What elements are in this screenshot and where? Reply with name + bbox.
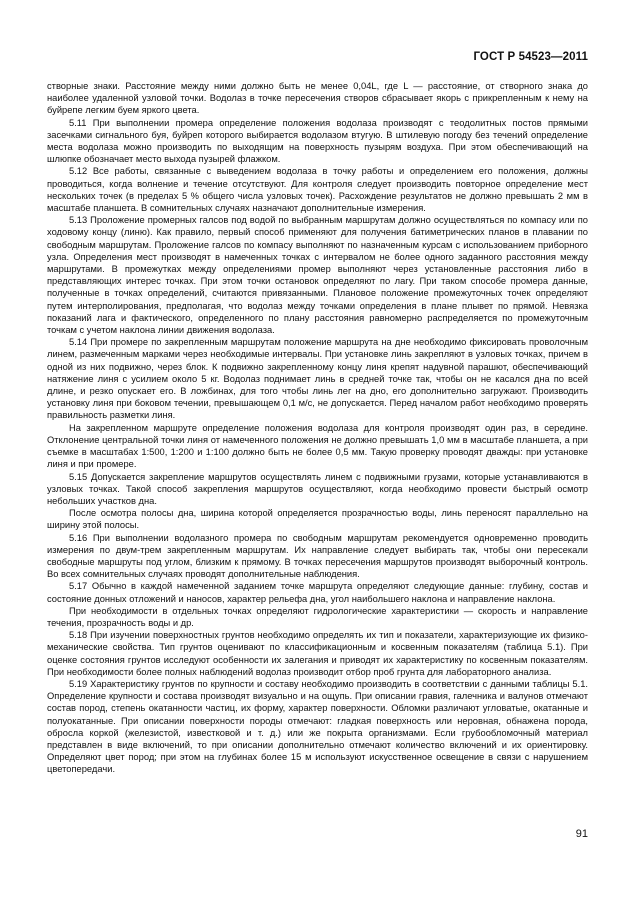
paragraph-5-18: 5.18 При изучении поверхностных грунтов необходимо определять их тип и показатели, характеризующие их физико-механические свойства. Тип грунтов оценивают по классификационным и косвенным показателям (таблица 5.1). При оценке состояния грунтов исследуют особенности их залегания и приводят их характеристику по косвенным показателям. При необходимости более полных наблюдений водолаз производит отбор проб грунта для лабораторного анализа. — [47, 630, 588, 677]
paragraph-5-14: 5.14 При промере по закрепленным маршрутам положение маршрута на дне необходимо фиксировать проволочным линем, размеченным марками через необходимые интервалы. При установке линь закрепляют в узловых точках, причем в одной из них подвижно, через блок. К подвижно закрепленному концу линя крепят надувной парашют, обеспечивающий натяжение линя с усилием около 5 кг. Водолаз поднимает линь в средней точке так, чтобы он не касался дна по всей длине, и резко опускает его. В ложбинах, для того чтобы линь лег на дно, его дополнительно загружают. Производить установку линя при боковом течении, превышающем 0,1 м/с, не допускается. Перед началом работ необходимо проверять правильность разметки линя. — [47, 337, 588, 421]
paragraph-5-12: 5.12 Все работы, связанные с выведением водолаза в точку работы и определением его положения, должны проводиться, когда волнение и течение отсутствуют. Для контроля следует производить повторное определение мест нескольких точек (в пределах 5 % общего числа узловых точек). Расхождение результатов не должно превышать 2 мм в масштабе планшета. В сомнительных случаях назначают дополнительные измерения. — [47, 166, 588, 214]
paragraph-5-11: 5.11 При выполнении промера определение положения водолаза производят с теодолитных постов прямыми засечками сигнального буя, буйреп которого выбирается водолазом втугую. В штилевую погоду без течений определение места водолаза можно производить по выходящим на поверхность пузырям воздуха. При этом обеспечивающий на шлюпке обозначает место выхода пузырей флажком. — [47, 117, 588, 165]
paragraph-5-15: 5.15 Допускается закрепление маршрутов осуществлять линем с подвижными грузами, которые устанавливаются в узловых точках. Такой способ закрепления маршрутов осуществляют, когда необходимо провести быстрый осмотр небольших участков дна. — [47, 471, 588, 506]
paragraph-5-13: 5.13 Проложение промерных галсов под водой по выбранным маршрутам должно осуществляться по компасу или по ходовому концу (линю). Как правило, первый способ применяют для получения батиметрических планов в плавании по свободным маршрутам. Проложение галсов по компасу выполняют по назначенным курсам с использованием приборного узла. Определения мест производят в намеченных точках с интервалом не более одного заданного расстояния между маршрутами. В промежутках между определениями промер выполняют через установленные расстояния либо в представляющих интерес точках. При этом точки остановок определяют по лагу. При таком способе промера данные, полученные в точках определений, считаются привязанными. Плановое положение промежуточных точек определяют путем интерполирования, предполагая, что водолаз между точками определения в плане плывет по прямой. Невязка показаний лага и фактического, определенного по плану расстояния равномерно распределяется по промежуточным точкам с учетом наклона линии движения водолаза. — [47, 215, 588, 336]
page-number: 91 — [575, 828, 588, 840]
paragraph-5-19: 5.19 Характеристику грунтов по крупности и составу необходимо производить в соответствии с данными таблицы 5.1. Определение крупности и состава производят визуально и на ощупь. При описании гравия, галечника и валунов отмечают состав пород, степень окатанности частиц, их форму, характер поверхности. Обломки различают угловатые, окатанные и полуокатанные. При описании поверхности породы отмечают: гладкая поверхность или неровная, обнажена порода, обросла коркой (железистой, известковой и т. д.) или же покрыта организмами. Если грубообломочный материал представлен в виде включений, то при описании дополнительно отмечают количество включений и их ориентировку. Определяют цвет пород; при этом на глубинах более 15 м используют искусственное освещение в связи с нарушением цветопередачи. — [47, 678, 588, 775]
paragraph-continuation: створные знаки. Расстояние между ними должно быть не менее 0,04L, где L — расстояние, от створного знака до наиболее удаленной узловой точки. Водолаз в точке пересечения створов сбрасывает якорь с прикрепленным к нему на буйрепе легким буем яркого цвета. — [47, 81, 588, 116]
paragraph-5-16: 5.16 При выполнении водолазного промера по свободным маршрутам рекомендуется одновременно проводить измерения по двум-трем закрепленным маршрутам. Их направление следует выбирать так, чтобы они пересекали свободные маршруты под углом, близким к прямому. В точках пересечения маршрутов производят выборочный контроль. Во всех сомнительных случаях проводят дополнительные наблюдения. — [47, 532, 588, 580]
body-text — [47, 80, 588, 776]
paragraph-5-14-control: На закрепленном маршруте определение положения водолаза для контроля производят один раз, в середине. Отклонение центральной точки линя от намеченного положения не должно превышать 1,0 мм в масштабе планшета, а при съемке в масштабах 1:500, 1:200 и 1:100 должно быть не более 0,5 мм. Такую проверку проводят дважды: при установке линя и при промере. — [47, 422, 588, 470]
paragraph-5-17: 5.17 Обычно в каждой намеченной заданием точке маршрута определяют следующие данные: глубину, состав и состояние донных отложений и наносов, характер рельефа дна, угол наибольшего наклона и направление наклона. — [47, 581, 588, 604]
paragraph-5-17-hydrology: При необходимости в отдельных точках определяют гидрологические характеристики — скорость и направление течения, прозрачность воды и др. — [47, 605, 588, 628]
standard-header: ГОСТ Р 54523—2011 — [473, 51, 588, 63]
paragraph-5-15-inspection: После осмотра полосы дна, ширина которой определяется прозрачностью воды, линь переносят параллельно на ширину этой полосы. — [47, 508, 588, 531]
